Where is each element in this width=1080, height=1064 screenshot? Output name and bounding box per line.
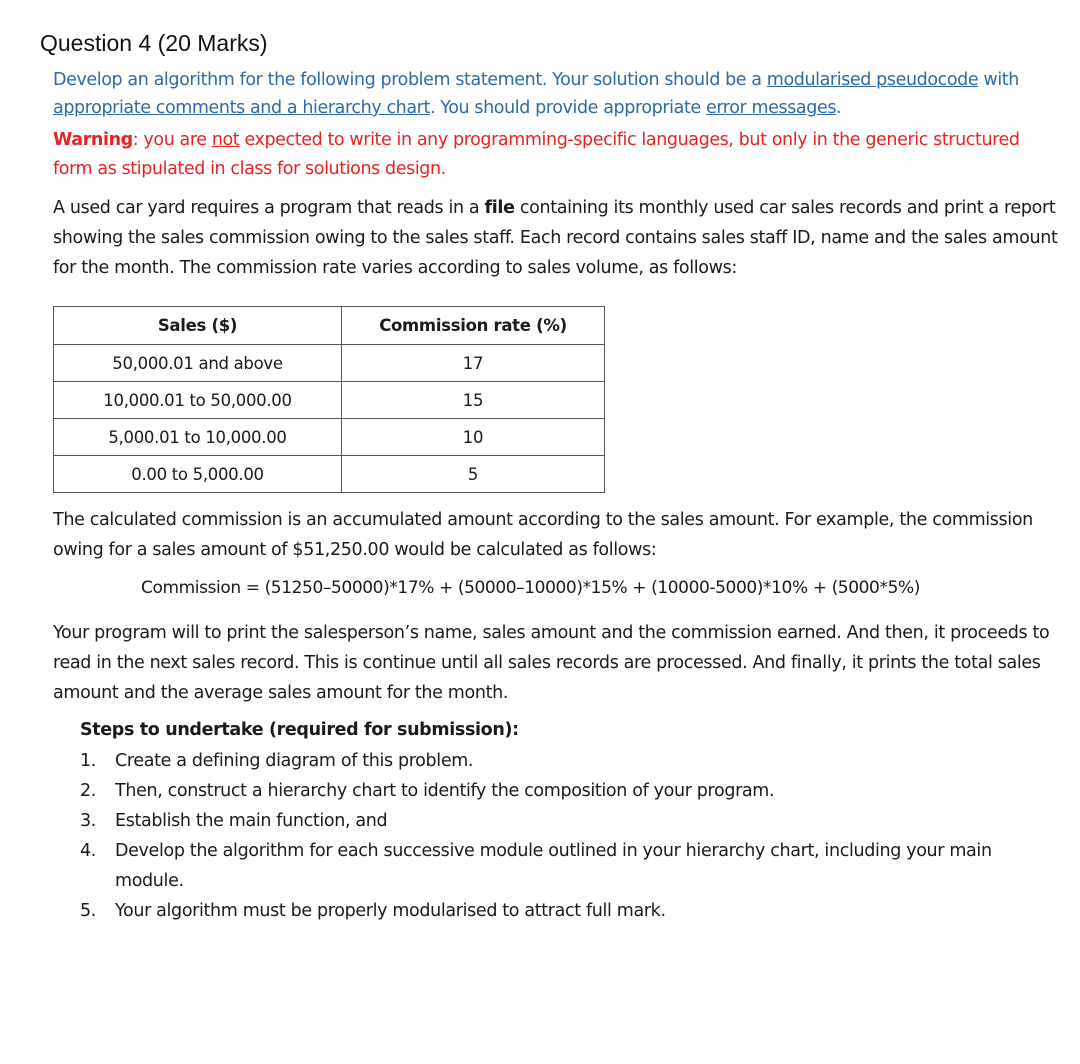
sales-range-cell: 5,000.01 to 10,000.00 xyxy=(54,419,342,456)
step-number: 2. xyxy=(80,781,96,801)
program-output-description: Your program will to print the salesperson’s name, sales amount and the commission earned. And then, it proceeds to read in the next sales record. This is continue until all sales records are processed. And finally, it prints the total sales amount and the average sales amount for the month. xyxy=(53,623,1050,703)
list-item xyxy=(80,836,1040,896)
table-row xyxy=(54,419,605,456)
header-commission-rate: Commission rate (%) xyxy=(342,307,605,345)
rate-cell: 15 xyxy=(342,382,605,419)
table-row xyxy=(54,456,605,493)
rate-cell: 10 xyxy=(342,419,605,456)
table-row xyxy=(54,382,605,419)
rate-cell: 17 xyxy=(342,345,605,382)
table-header-row xyxy=(54,307,605,345)
problem-file-bold: file xyxy=(484,198,515,218)
intro-text-2: with xyxy=(978,70,1019,90)
rate-cell: 5 xyxy=(342,456,605,493)
step-number: 3. xyxy=(80,811,96,831)
step-number: 1. xyxy=(80,751,96,771)
list-item xyxy=(80,746,1040,776)
warning-text-2: expected to write in any programming-specific languages, but only in the generic structured form as stipulated in class for solutions design. xyxy=(53,130,1020,179)
intro-text-3: and xyxy=(244,98,287,118)
sales-range-cell: 50,000.01 and above xyxy=(54,345,342,382)
intro-hierarchy-chart: a hierarchy chart xyxy=(286,98,430,118)
table-row xyxy=(54,345,605,382)
sales-range-cell: 10,000.01 to 50,000.00 xyxy=(54,382,342,419)
problem-text-1: A used car yard requires a program that reads in a xyxy=(53,198,485,218)
question-title: Question 4 (20 Marks) xyxy=(40,30,268,56)
commission-explanation: The calculated commission is an accumulated amount according to the sales amount. For example, the commission owing for a sales amount of $51,250.00 would be calculated as follows: xyxy=(53,510,1033,560)
warning-text-1: : you are xyxy=(132,130,212,150)
header-sales: Sales ($) xyxy=(54,307,342,345)
warning-label: Warning xyxy=(53,130,133,150)
list-item xyxy=(80,896,1040,926)
problem-text-2: containing its monthly used car sales records and print a report showing the sales commission owing to the sales staff. Each record contains sales staff ID, name and the sales amount for the month. The commission rate varies according to sales volume, as follows: xyxy=(53,198,1058,278)
step-text: Establish the main function, and xyxy=(115,811,388,831)
commission-formula: Commission = (51250–50000)*17% + (50000–10000)*15% + (10000-5000)*10% + (5000*5%) xyxy=(141,578,920,598)
step-text: Then, construct a hierarchy chart to identify the composition of your program. xyxy=(115,781,775,801)
step-number: 4. xyxy=(80,841,96,861)
step-text: Develop the algorithm for each successive module outlined in your hierarchy chart, including your main module. xyxy=(115,841,992,891)
list-item xyxy=(80,806,1040,836)
intro-text-4: . You should provide appropriate xyxy=(429,98,706,118)
warning-not: not xyxy=(211,130,240,150)
intro-error-messages: error messages xyxy=(705,98,837,118)
steps-heading: Steps to undertake (required for submission): xyxy=(80,720,519,740)
intro-text-1: Develop an algorithm for the following problem statement. Your solution should be a xyxy=(53,70,767,90)
step-text: Your algorithm must be properly modularised to attract full mark. xyxy=(115,901,666,921)
intro-instructions xyxy=(53,66,1053,122)
intro-modularised-pseudocode: modularised pseudocode xyxy=(766,70,979,90)
steps-list xyxy=(80,746,1040,926)
list-item xyxy=(80,776,1040,806)
problem-statement xyxy=(53,193,1063,283)
intro-text-5: . xyxy=(836,98,842,118)
step-number: 5. xyxy=(80,901,96,921)
commission-rate-table xyxy=(53,306,605,493)
step-text: Create a defining diagram of this problem. xyxy=(115,751,474,771)
warning-note xyxy=(53,126,1053,184)
intro-appropriate-comments: appropriate comments xyxy=(53,98,245,118)
sales-range-cell: 0.00 to 5,000.00 xyxy=(54,456,342,493)
